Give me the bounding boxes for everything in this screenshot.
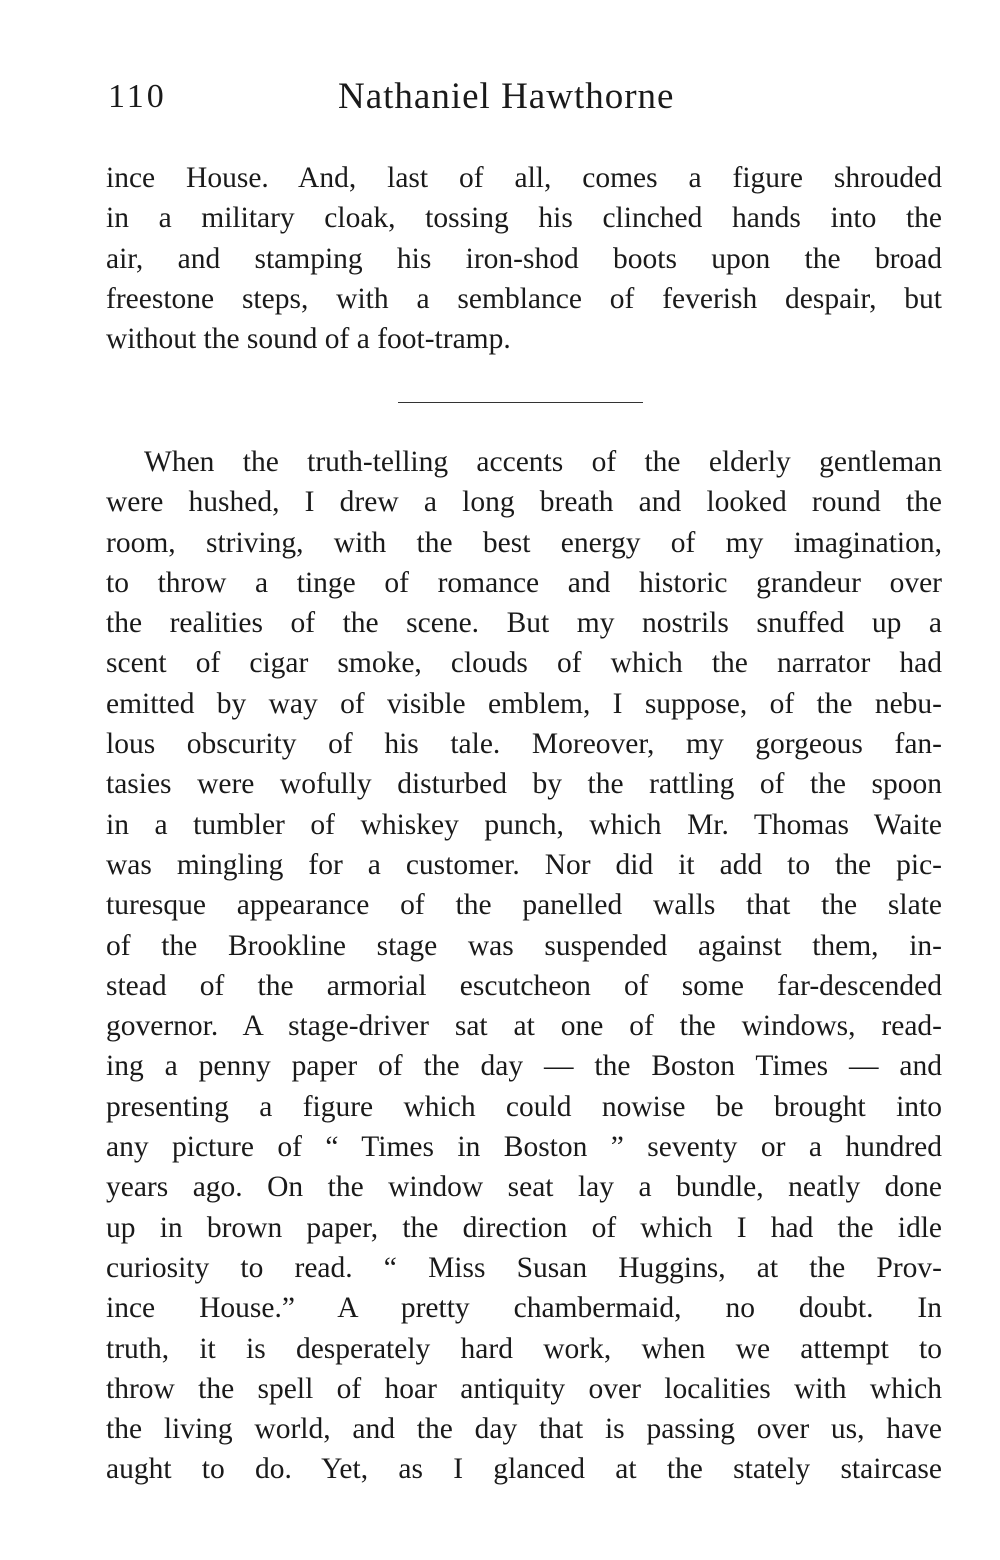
text-line: throw the spell of hoar antiquity over localities with which [106, 1372, 942, 1405]
section-divider [398, 402, 643, 403]
text-line: tasies were wofully disturbed by the rattling of the spoon [106, 768, 942, 801]
text-line: governor. A stage-driver sat at one of the windows, read- [106, 1010, 942, 1043]
text-line: When the truth-telling accents of the elderly gentleman [144, 446, 942, 478]
text-line: without the sound of a foot-tramp. [106, 323, 511, 356]
text-line: ing a penny paper of the day — the Boston Times — and [106, 1050, 942, 1083]
text-line: up in brown paper, the direction of which I had the idle [106, 1211, 942, 1244]
text-line: any picture of “ Times in Boston ” seventy or a hundred [106, 1131, 942, 1164]
text-line: ince House. And, last of all, comes a figure shrouded [106, 162, 942, 194]
text-line: was mingling for a customer. Nor did it add to the pic- [106, 848, 942, 881]
text-line: the living world, and the day that is passing over us, have [106, 1413, 942, 1446]
text-line: room, striving, with the best energy of my imagination, [106, 526, 942, 559]
text-line: scent of cigar smoke, clouds of which the narrator had [106, 647, 942, 680]
text-line: turesque appearance of the panelled walls that the slate [106, 889, 942, 922]
text-line: to throw a tinge of romance and historic grandeur over [106, 566, 942, 599]
text-line: curiosity to read. “ Miss Susan Huggins, at the Prov- [106, 1251, 942, 1284]
running-head [108, 72, 940, 122]
text-line: years ago. On the window seat lay a bundle, neatly done [106, 1171, 942, 1204]
text-line: truth, it is desperately hard work, when we attempt to [106, 1332, 942, 1365]
text-line: stead of the armorial escutcheon of some far-descended [106, 969, 942, 1002]
text-line: aught to do. Yet, as I glanced at the stately staircase [106, 1453, 942, 1486]
text-line: freestone steps, with a semblance of feverish despair, but [106, 282, 942, 315]
text-line: the realities of the scene. But my nostrils snuffed up a [106, 607, 942, 640]
text-line: lous obscurity of his tale. Moreover, my gorgeous fan- [106, 728, 942, 761]
text-line: emitted by way of visible emblem, I suppose, of the nebu- [106, 687, 942, 720]
text-line: presenting a figure which could nowise be brought into [106, 1090, 942, 1123]
page-number: 110 [108, 78, 167, 115]
paragraph-1 [106, 158, 942, 359]
text-line: were hushed, I drew a long breath and looked round the [106, 486, 942, 519]
text-line: ince House.” A pretty chambermaid, no doubt. In [106, 1292, 942, 1325]
running-title: Nathaniel Hawthorne [338, 76, 675, 117]
text-line: in a tumbler of whiskey punch, which Mr. Thomas Waite [106, 808, 942, 841]
text-line: in a military cloak, tossing his clinched hands into the [106, 202, 942, 235]
text-line: of the Brookline stage was suspended against them, in- [106, 929, 942, 962]
text-line: air, and stamping his iron-shod boots upon the broad [106, 242, 942, 275]
paragraph-2 [106, 442, 942, 1490]
